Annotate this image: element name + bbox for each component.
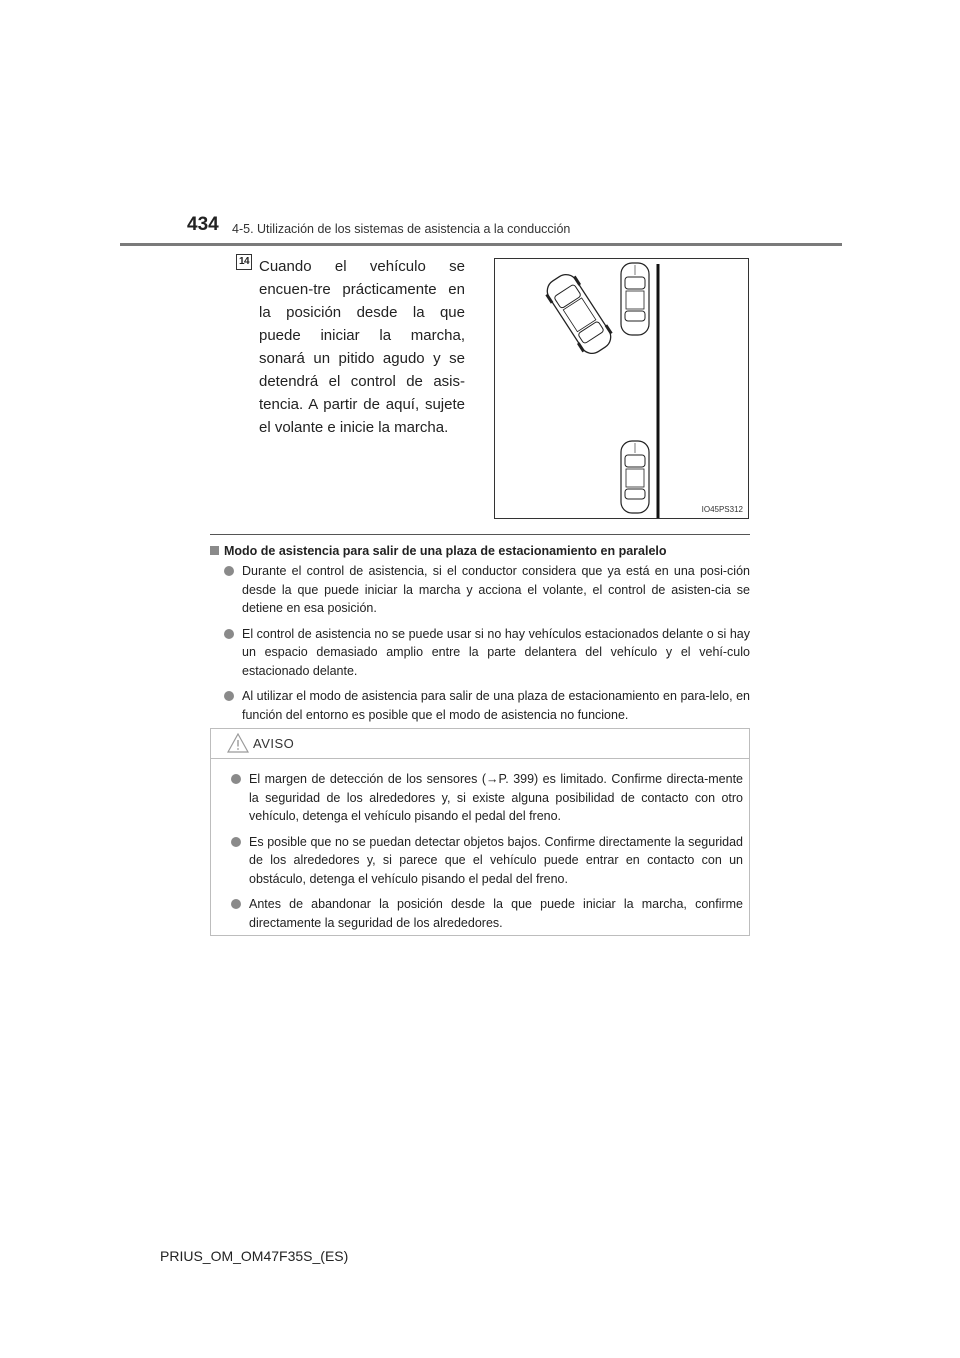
list-item	[231, 833, 743, 889]
square-bullet-icon	[210, 546, 219, 555]
list-item	[224, 687, 750, 724]
bullet-dot-icon	[231, 837, 241, 847]
header-rule	[120, 243, 842, 246]
bullet-dot-icon	[224, 629, 234, 639]
step-marker: 14	[236, 254, 252, 270]
parked-car-rear	[621, 441, 649, 513]
bullet-dot-icon	[231, 899, 241, 909]
parked-car-front	[621, 263, 649, 335]
list-item	[224, 562, 750, 618]
section-rule	[210, 534, 750, 535]
list-item-text: Durante el control de asistencia, si el conductor considera que ya está en una posi-ción desde la que puede iniciar la marcha y acciona el volante, el control de asisten-cia se detiene en esa posición.	[242, 564, 750, 615]
bullet-dot-icon	[224, 691, 234, 701]
section-title-text: Modo de asistencia para salir de una plaza de estacionamiento en paralelo	[224, 544, 667, 558]
list-item-text: Al utilizar el modo de asistencia para salir de una plaza de estacionamiento en para-lelo, en función del entorno es posible que el modo de asistencia no funcione.	[242, 689, 750, 722]
list-item-text: El margen de detección de los sensores (→P. 399) es limitado. Confirme directa-mente la seguridad de los alrededores y, si existe alguna posibilidad de contacto con otro vehículo, detenga el vehículo pisando el pedal del freno.	[249, 772, 743, 823]
list-item-text: Antes de abandonar la posición desde la que puede iniciar la marcha, confirme directamente la seguridad de los alrededores.	[249, 897, 743, 930]
warning-label: AVISO	[253, 736, 295, 751]
list-item-text: El control de asistencia no se puede usar si no hay vehículos estacionados delante o si hay un espacio demasiado amplio entre la parte delantera del vehículo y el vehí-culo estacionado delante.	[242, 626, 750, 678]
warning-triangle-icon	[227, 733, 249, 753]
parking-figure	[494, 258, 749, 519]
bullet-dot-icon	[231, 774, 241, 784]
warning-box	[210, 728, 750, 936]
footer-code: PRIUS_OM_OM47F35S_(ES)	[160, 1248, 349, 1264]
warning-header	[211, 729, 749, 759]
warning-bullets	[231, 770, 743, 939]
list-item-text: Es posible que no se puedan detectar objetos bajos. Confirme directamente la seguridad de los alrededores y, si parece que el vehículo puede entrar en contacto con un obstáculo, detenga el vehículo pisando el pedal del freno.	[249, 834, 743, 886]
running-header: 4-5. Utilización de los sistemas de asistencia a la conducción	[232, 222, 571, 236]
parking-illustration	[495, 259, 748, 518]
page-number: 434	[187, 214, 219, 235]
list-item	[231, 770, 743, 826]
section-bullets	[224, 562, 750, 731]
list-item	[224, 625, 750, 681]
section-title	[210, 544, 750, 558]
own-vehicle	[541, 269, 617, 359]
figure-code: IO45PS312	[701, 505, 743, 514]
list-item	[231, 895, 743, 932]
bullet-dot-icon	[224, 566, 234, 576]
step-text: Cuando el vehículo se encuen-tre prácticamente en la posición desde la que puede iniciar la marcha, sonará un pitido agudo y se detendrá el control de asis-tencia. A partir de aquí, sujete el volante e inicie la marcha.	[259, 258, 465, 436]
